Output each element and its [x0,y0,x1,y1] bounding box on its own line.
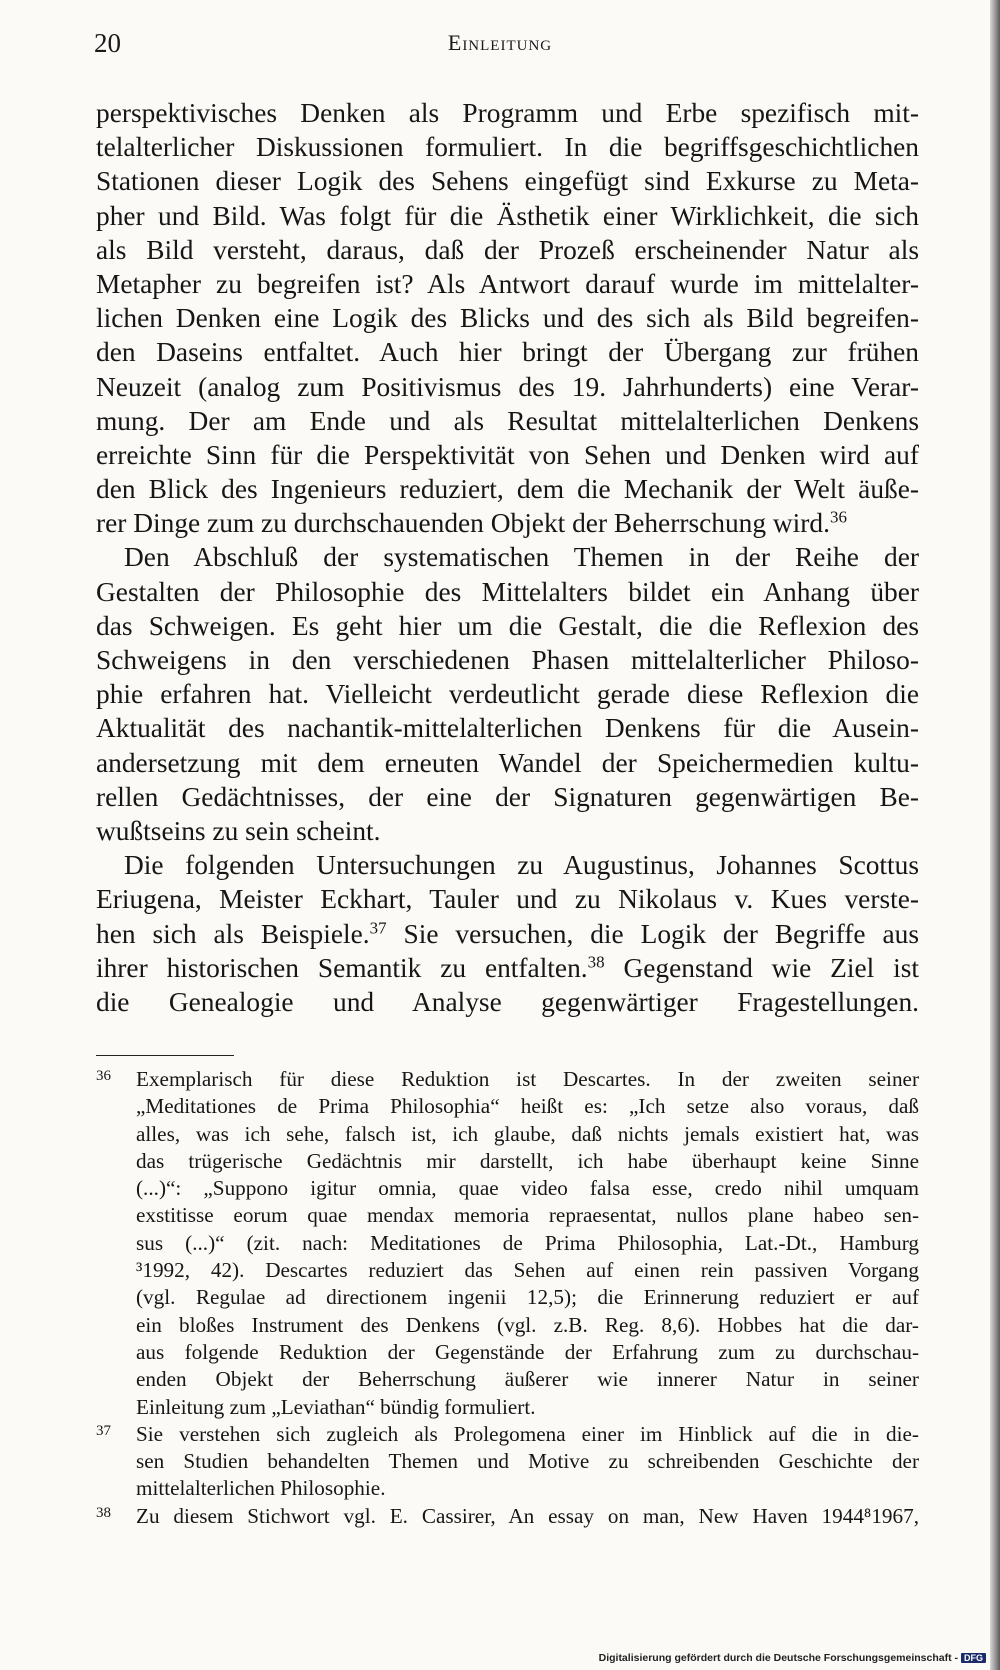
text-line: Neuzeit (analog zum Positivismus des 19. Jahrhunderts) eine Verar- [96,371,919,402]
footnote-line: sen Studien behandelten Themen und Motive zu schreibenden Geschichte der [136,1449,919,1474]
footnote [96,1066,919,1421]
text-line: Stationen dieser Logik des Sehens eingefügt sind Exkurse zu Meta- [96,166,919,197]
footnote-line: Exemplarisch für diese Reduktion ist Descartes. In der zweiten seiner [136,1067,919,1091]
footnote-marker: 36 [829,507,847,527]
text-line: Den Abschluß der systematischen Themen in der Reihe der [124,542,919,573]
text-line: andersetzung mit dem erneuten Wandel der Speichermedien kultu- [96,747,919,778]
footnote-line: mittelalterlichen Philosophie. [136,1476,386,1501]
text-line: hen sich als Beispiele.$^{37}$ Sie versuchen, die Logik der Begriffe aus [96,918,920,949]
footnote-line: „Meditationes de Prima Philosophia“ heißt es: „Ich setze also voraus, daß [136,1094,919,1119]
text-line: erreichte Sinn für die Perspektivität von Sehen und Denken wird auf [96,439,919,470]
text-line: rer Dinge zum zu durchschauenden Objekt der Beherrschung wird.$^{36}$ [96,507,847,539]
paragraph [96,96,919,540]
dfg-logo: DFG [961,1653,986,1663]
text-line: den Daseins entfaltet. Auch hier bringt der Übergang zur frühen [96,337,919,368]
footnotes [96,1066,919,1530]
text-line: die Genealogie und Analyse gegenwärtiger Fragestellungen. [96,986,919,1017]
footnote-divider [96,1055,234,1056]
footnote [96,1421,919,1503]
footnote-line: aus folgende Reduktion der Gegenstände der Erfahrung zum zu durchschau- [136,1339,919,1364]
text-line: Aktualität des nachantik-mittelalterlichen Denkens für die Ausein- [96,713,919,744]
page-edge-shadow [990,0,1000,1670]
text-line: Eriugena, Meister Eckhart, Tauler und zu Nikolaus v. Kues verste- [96,884,919,915]
text-line: den Blick des Ingenieurs reduziert, dem die Mechanik der Welt äuße- [96,474,919,505]
text-line: mung. Der am Ende und als Resultat mittelalterlichen Denkens [96,405,919,436]
text-line: wußtseins zu sein scheint. [96,815,381,846]
footnote-line: enden Objekt der Beherrschung äußerer wie innerer Natur in seiner [136,1367,919,1392]
footnote [96,1503,919,1530]
footnote-line: alles, was ich sehe, falsch ist, ich glaube, daß nichts jemals existiert hat, was [136,1121,919,1146]
footnote-line: Einleitung zum „Leviathan“ bündig formuliert. [136,1394,536,1419]
footnote-number: 37 [96,1422,111,1439]
text-line: telalterlicher Diskussionen formuliert. In die begriffsgeschichtlichen [96,132,919,163]
text-line: rellen Gedächtnisses, der eine der Signaturen gegenwärtigen Be- [96,781,919,812]
footnote-marker: 37 [369,918,387,938]
text-line: Die folgenden Untersuchungen zu Augustinus, Johannes Scottus [124,850,919,881]
text-line: Schweigens in den verschiedenen Phasen mittelalterlicher Philoso- [96,645,919,675]
text-line: lichen Denken eine Logik des Blicks und des sich als Bild begreifen- [96,303,919,334]
text-line: als Bild versteht, daraus, daß der Prozeß erscheinender Natur als [96,234,919,265]
text-line: ihrer historischen Semantik zu entfalten.$^{38}$ Gegenstand wie Ziel ist [96,952,919,983]
paragraph [96,540,919,848]
footnote-marker: 38 [587,952,605,972]
footnote-line: ³1992, 42). Descartes reduziert das Sehen auf einen rein passiven Vorgang [136,1258,919,1283]
footnote-line: ein bloßes Instrument des Denkens (vgl. z.B. Reg. 8,6). Hobbes hat die dar- [136,1312,919,1337]
footnote-line: sus (...)“ (zit. nach: Meditationes de Prima Philosophia, Lat.-Dt., Hamburg [136,1230,919,1255]
footnote-line: (...)“: „Suppono igitur omnia, quae video falsa esse, credo nihil umquam [136,1176,919,1201]
text-line: das Schweigen. Es geht hier um die Gestalt, die die Reflexion des [96,610,919,641]
text-line: phie erfahren hat. Vielleicht verdeutlicht gerade diese Reflexion die [96,679,919,710]
running-head: Einleitung [447,30,553,55]
digitization-credit-text: Digitalisierung gefördert durch die Deutsche Forschungsgemeinschaft - [598,1652,958,1664]
body-text [96,96,919,1019]
text-line: Metapher zu begreifen ist? Als Antwort darauf wurde im mittelalter- [96,268,919,299]
paragraph [96,848,919,1019]
footnote-number: 38 [96,1504,111,1521]
page-number: 20 [94,28,121,58]
text-line: perspektivisches Denken als Programm und Erbe spezifisch mit- [96,98,919,128]
text-line: pher und Bild. Was folgt für die Ästhetik einer Wirklichkeit, die sich [96,200,919,231]
footnote-line: (vgl. Regulae ad directionem ingenii 12,5); die Erinnerung reduziert er auf [136,1285,919,1310]
footnote-line: Sie verstehen sich zugleich als Prolegomena einer im Hinblick auf die in die- [136,1421,919,1446]
footnote-line: exstitisse eorum quae mendax memoria repraesentat, nullos plane habeo sen- [136,1203,919,1228]
digitization-credit [599,1652,986,1664]
text-line: Gestalten der Philosophie des Mittelalters bildet ein Anhang über [96,576,919,607]
footnote-number: 36 [96,1068,111,1084]
footnote-line: das trügerische Gedächtnis mir darstellt, ich habe überhaupt keine Sinne [136,1148,919,1173]
footnote-line: Zu diesem Stichwort vgl. E. Cassirer, An essay on man, New Haven 1944⁸1967, [136,1503,919,1528]
